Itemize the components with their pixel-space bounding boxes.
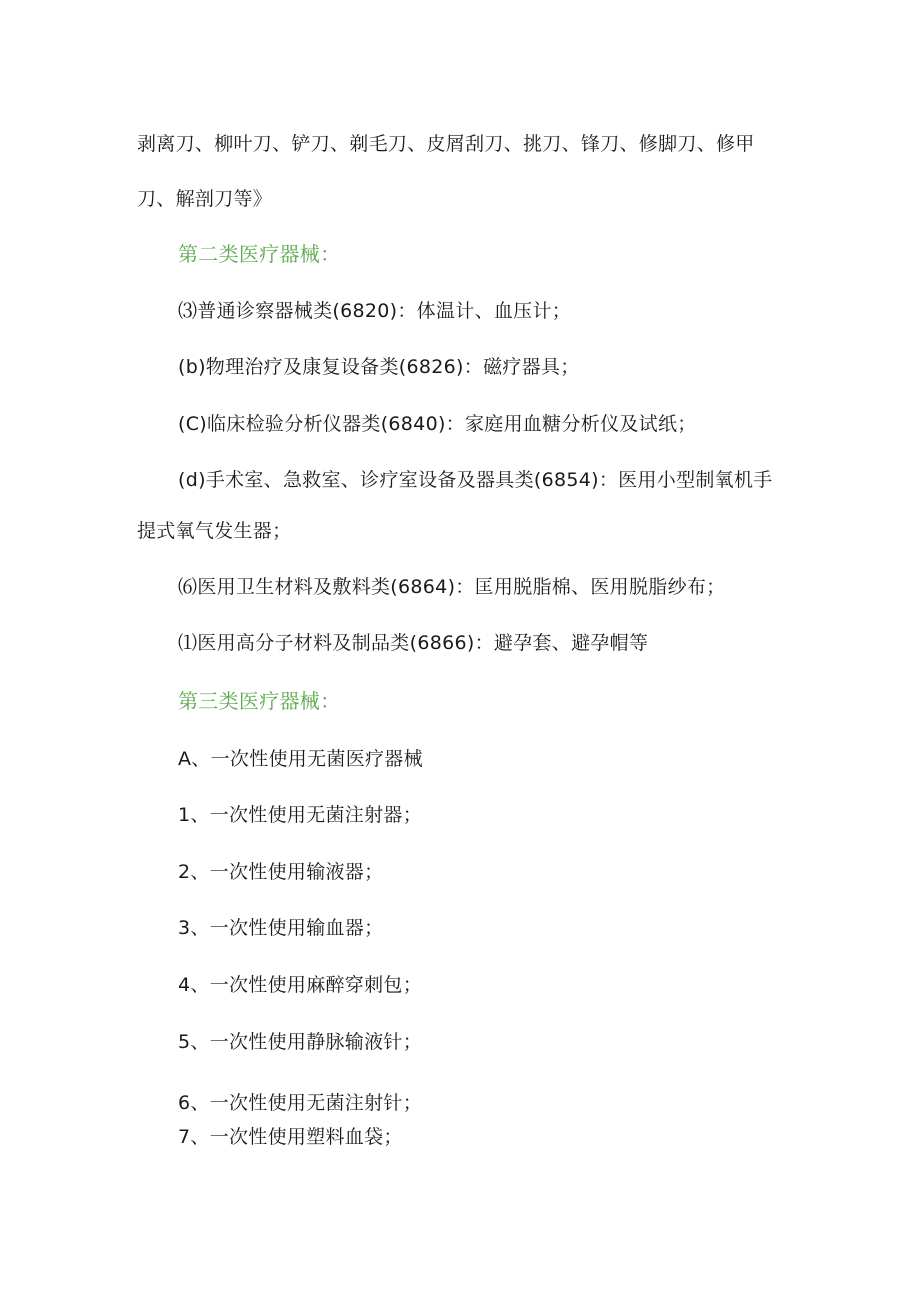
text-line: (C)临床检验分析仪器类(6840)：家庭用血糖分析仪及试纸； — [178, 413, 697, 435]
section-heading: 第二类医疗器械： — [178, 242, 341, 266]
text-line: ⑴医用高分子材料及制品类(6866)：避孕套、避孕帽等 — [178, 632, 649, 654]
list-item: 5、一次性使用静脉输液针； — [178, 1031, 422, 1053]
text-line: (d)手术室、急救室、诊疗室设备及器具类(6854)：医用小型制氧机手 — [178, 469, 773, 491]
list-item: 7、一次性使用塑料血袋； — [178, 1126, 403, 1148]
text-line: ⑶普通诊察器械类(6820)：体温计、血压计； — [178, 300, 572, 322]
text-line: ⑹医用卫生材料及敷料类(6864)：匡用脱脂棉、医用脱脂纱布； — [178, 576, 726, 598]
list-item: 3、一次性使用输血器； — [178, 917, 384, 939]
text-line: 剥离刀、柳叶刀、铲刀、剃毛刀、皮屑刮刀、挑刀、锋刀、修脚刀、修甲 — [137, 133, 755, 155]
text-line: A、一次性使用无菌医疗器械 — [178, 748, 423, 770]
text-line: (b)物理治疗及康复设备类(6826)：磁疗器具； — [178, 356, 580, 378]
text-line: 刀、解剖刀等》 — [137, 188, 273, 210]
section-heading: 第三类医疗器械： — [178, 689, 341, 713]
list-item: 1、一次性使用无菌注射器； — [178, 804, 422, 826]
list-item: 6、一次性使用无菌注射针； — [178, 1092, 422, 1114]
list-item: 2、一次性使用输液器； — [178, 861, 384, 883]
list-item: 4、一次性使用麻醉穿刺包； — [178, 974, 422, 996]
text-line: 提式氧气发生器； — [137, 520, 292, 542]
